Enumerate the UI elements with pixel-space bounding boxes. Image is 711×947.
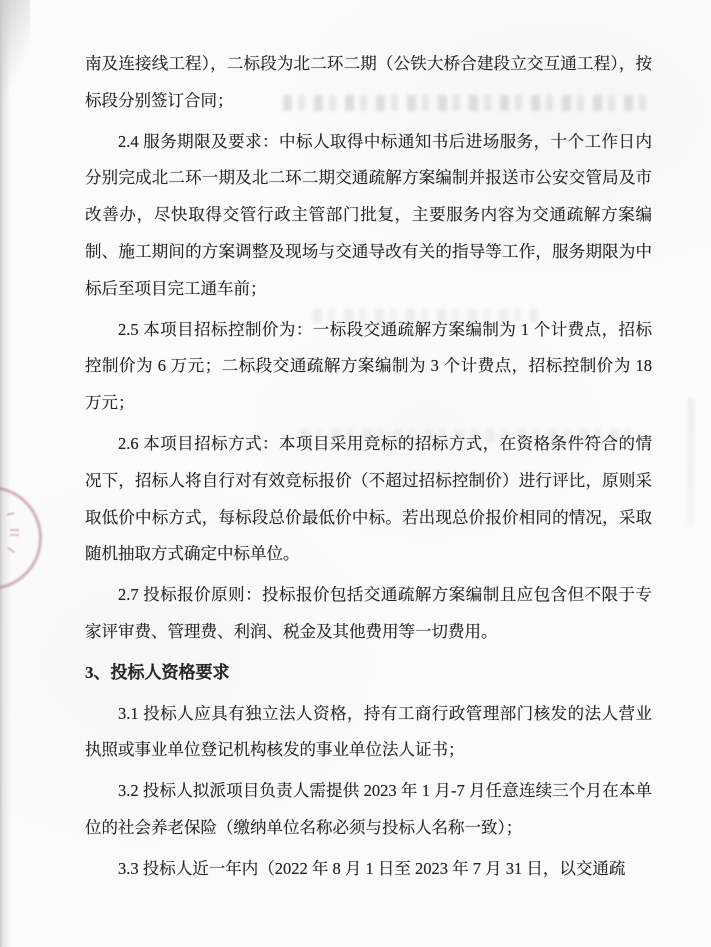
- scan-corner-shadow: [0, 0, 30, 120]
- paragraph-continuation: 南及连接线工程），二标段为北二环二期（公铁大桥合建段立交互通工程），按标段分别签订合同；: [85, 54, 652, 110]
- section-heading: 3、投标人资格要求: [85, 662, 230, 682]
- paragraph-requirement-3-3: 3.3 投标人近一年内（2022 年 8 月 1 日至 2023 年 7 月 31 日，以交通疏: [118, 858, 626, 878]
- red-seal-stamp: [0, 486, 42, 590]
- paragraph-clause-2-6: 2.6 本项目招标方式：本项目采用竞标的招标方式，在资格条件符合的情况下，招标人将自行对有效竞标报价（不超过招标控制价）进行评比，原则采取低价中标方式，每标段总价最低价中标。若出现总价报价相同的情况，采取随机抽取方式确定中标单位。: [85, 433, 652, 564]
- seal-mark: [10, 529, 19, 531]
- document-body: [85, 46, 652, 892]
- paragraph-clause-2-7: 2.7 投标报价原则：投标报价包括交通疏解方案编制且应包含但不限于专家评审费、管理费、利润、税金及其他费用等一切费用。: [85, 585, 652, 641]
- scan-smudge: [687, 398, 694, 528]
- paragraph-clause-2-4: 2.4 服务期限及要求：中标人取得中标通知书后进场服务，十个工作日内分别完成北二环一期及北二环二期交通疏解方案编制并报送市公安交管局及市改善办，尽快取得交管行政主管部门批复，主要服务内容为交通疏解方案编制、施工期间的方案调整及现场与交通导改有关的指导等工作，服务期限为中标后至项目完工通车前；: [85, 131, 652, 298]
- paragraph-requirement-3-1: 3.1 投标人应具有独立法人资格，持有工商行政管理部门核发的法人营业执照或事业单位登记机构核发的事业单位法人证书；: [85, 703, 652, 760]
- paragraph-clause-2-5: 2.5 本项目招标控制价为：一标段交通疏解方案编制为 1 个计费点，招标控制价为 6 万元；二标段交通疏解方案编制为 3 个计费点，招标控制价为 18 万元；: [85, 319, 652, 413]
- paragraph-requirement-3-2: 3.2 投标人拟派项目负责人需提供 2023 年 1 月-7 月任意连续三个月在本单位的社会养老保险（缴纳单位名称必须与投标人名称一致）；: [85, 781, 652, 837]
- seal-mark: [7, 547, 15, 553]
- scan-edge-shadow: [0, 0, 11, 947]
- seal-mark: [7, 512, 14, 515]
